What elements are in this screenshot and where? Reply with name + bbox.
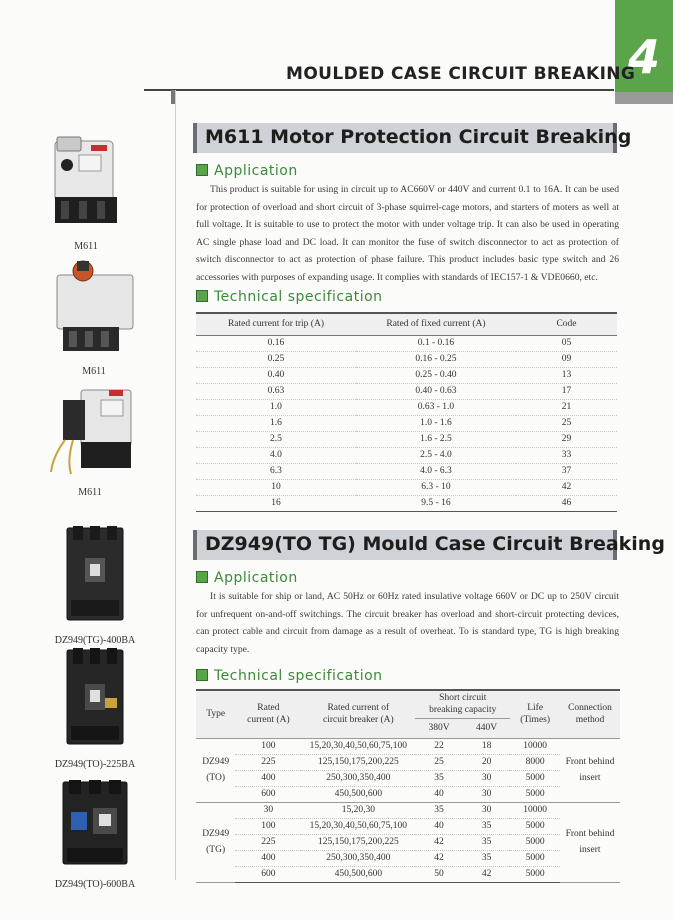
- table-cell: 05: [516, 335, 617, 351]
- header-rule: [144, 89, 614, 91]
- table-cell: 35: [463, 834, 511, 850]
- dz949-spec-table: [196, 689, 620, 883]
- table-cell: 400: [235, 770, 301, 786]
- table-cell: 46: [516, 495, 617, 511]
- m611-spec-heading: [196, 289, 383, 305]
- table-cell: 0.16: [196, 335, 356, 351]
- table-cell: 25: [516, 415, 617, 431]
- table-cell: 0.16 - 0.25: [356, 351, 516, 367]
- table-cell: 35: [463, 850, 511, 866]
- dz949-tg-400-photo: [63, 524, 127, 624]
- table-cell: 30: [463, 770, 511, 786]
- square-bullet-icon: [196, 669, 208, 681]
- table-cell: 125,150,175,200,225: [301, 834, 415, 850]
- table-cell: 6.3: [196, 463, 356, 479]
- column-header-short-circuit: Short circuit breaking capacity: [415, 690, 510, 718]
- table-cell: 15,20,30: [301, 802, 415, 818]
- table-cell: 6.3 - 10: [356, 479, 516, 495]
- table-header-row: [196, 690, 620, 718]
- sidebar-caption: M611: [74, 241, 98, 252]
- table-cell: 15,20,30,40,50,60,75,100: [301, 738, 415, 754]
- column-header: Rated current for trip (A): [196, 313, 356, 335]
- table-cell: 10000: [510, 802, 560, 818]
- table-cell: 40: [415, 786, 463, 802]
- m611-spec-table: [196, 312, 617, 512]
- table-cell: 125,150,175,200,225: [301, 754, 415, 770]
- table-cell: 40: [415, 818, 463, 834]
- column-divider: [175, 90, 176, 880]
- square-bullet-icon: [196, 164, 208, 176]
- table-cell: 5000: [510, 866, 560, 882]
- table-cell: 0.40 - 0.63: [356, 383, 516, 399]
- dz949-application-text: It is suitable for ship or land, AC 50Hz or 60Hz rated insulative voltage 660V or DC up to 250V circuit for unfrequent on-and-off switchings. The circuit breaker has overload and short-circuit protecting devices, can protect cable and circuit from damage as a result of overheat. To is standard type, TG is high breaking capacity type.: [196, 591, 619, 655]
- table-cell: 4.0: [196, 447, 356, 463]
- table-cell: 225: [235, 834, 301, 850]
- table-cell: 37: [516, 463, 617, 479]
- table-row: [196, 866, 620, 882]
- table-cell: 0.25 - 0.40: [356, 367, 516, 383]
- chapter-tab-shadow: [615, 92, 673, 104]
- table-cell: 5000: [510, 834, 560, 850]
- table-cell: 2.5: [196, 431, 356, 447]
- sidebar-caption: DZ949(TO)-600BA: [54, 879, 136, 890]
- dz949-to-225-photo: [63, 646, 127, 748]
- table-row: [196, 383, 617, 399]
- table-cell: 25: [415, 754, 463, 770]
- table-cell: 5000: [510, 850, 560, 866]
- sidebar-item-dz949-to-225: [50, 646, 140, 770]
- column-header: Code: [516, 313, 617, 335]
- table-cell: 42: [415, 834, 463, 850]
- table-cell: 600: [235, 866, 301, 882]
- table-cell: 1.0: [196, 399, 356, 415]
- table-cell: 0.25: [196, 351, 356, 367]
- square-bullet-icon: [196, 290, 208, 302]
- table-cell: 5000: [510, 786, 560, 802]
- table-cell: 0.40: [196, 367, 356, 383]
- table-cell: 225: [235, 754, 301, 770]
- table-cell: 450,500,600: [301, 786, 415, 802]
- page-title: MOULDED CASE CIRCUIT BREAKING: [286, 64, 636, 84]
- dz949-application-heading: [196, 570, 298, 586]
- dz949-section-banner: [193, 530, 665, 560]
- dz949-spec-heading: [196, 668, 383, 684]
- dz949-application-heading-text: Application: [214, 570, 298, 586]
- type-cell: DZ949 (TG): [196, 802, 235, 882]
- table-row: [196, 802, 620, 818]
- m611-photo: [51, 135, 121, 230]
- table-row: [196, 463, 617, 479]
- m611-section-title: M611 Motor Protection Circuit Breaking: [205, 126, 632, 148]
- table-cell: 100: [235, 818, 301, 834]
- table-cell: 33: [516, 447, 617, 463]
- sidebar-item-m611-2: [46, 255, 142, 377]
- table-cell: 35: [415, 770, 463, 786]
- table-cell: 16: [196, 495, 356, 511]
- column-header: Rated of fixed current (A): [356, 313, 516, 335]
- m611-application-heading: [196, 163, 298, 179]
- table-cell: 4.0 - 6.3: [356, 463, 516, 479]
- dz949-section-title: DZ949(TO TG) Mould Case Circuit Breaking: [205, 533, 665, 555]
- dz949-to-600-photo: [59, 778, 131, 868]
- table-cell: 0.63 - 1.0: [356, 399, 516, 415]
- table-row: [196, 367, 617, 383]
- column-header-440v: 440V: [463, 718, 511, 738]
- sidebar-caption: M611: [82, 366, 106, 377]
- dz949-spec-heading-text: Technical specification: [214, 668, 383, 684]
- table-cell: 35: [463, 818, 511, 834]
- table-row: [196, 335, 617, 351]
- table-cell: 30: [235, 802, 301, 818]
- table-row: [196, 770, 620, 786]
- m611-accessory-photo: [43, 386, 137, 476]
- table-cell: 100: [235, 738, 301, 754]
- column-header-life: Life (Times): [510, 690, 560, 738]
- table-cell: 1.6: [196, 415, 356, 431]
- table-cell: 18: [463, 738, 511, 754]
- table-cell: 29: [516, 431, 617, 447]
- column-header-380v: 380V: [415, 718, 463, 738]
- m611-section-banner: [193, 123, 632, 153]
- table-cell: 400: [235, 850, 301, 866]
- sidebar-item-m611-3: [40, 386, 140, 498]
- table-cell: 450,500,600: [301, 866, 415, 882]
- table-cell: 09: [516, 351, 617, 367]
- table-cell: 5000: [510, 818, 560, 834]
- table-row: [196, 431, 617, 447]
- column-header-rated-current: Rated current (A): [235, 690, 301, 738]
- sidebar-caption: M611: [78, 487, 102, 498]
- m611-application-heading-text: Application: [214, 163, 298, 179]
- table-row: [196, 754, 620, 770]
- table-cell: 22: [415, 738, 463, 754]
- table-row: [196, 479, 617, 495]
- table-row: [196, 786, 620, 802]
- table-cell: 250,300,350,400: [301, 850, 415, 866]
- table-cell: 15,20,30,40,50,60,75,100: [301, 818, 415, 834]
- table-cell: 5000: [510, 770, 560, 786]
- m611-enclosure-photo: [51, 255, 137, 355]
- column-header-type: Type: [196, 690, 235, 738]
- table-cell: 0.1 - 0.16: [356, 335, 516, 351]
- sidebar-caption: DZ949(TO)-225BA: [54, 759, 136, 770]
- table-cell: 42: [415, 850, 463, 866]
- table-cell: 1.0 - 1.6: [356, 415, 516, 431]
- column-header-breaker-current: Rated current of circuit breaker (A): [301, 690, 415, 738]
- table-row: [196, 351, 617, 367]
- connection-cell: Front behind insert: [560, 802, 620, 882]
- table-cell: 30: [463, 786, 511, 802]
- table-row: [196, 415, 617, 431]
- table-cell: 9.5 - 16: [356, 495, 516, 511]
- table-cell: 250,300,350,400: [301, 770, 415, 786]
- square-bullet-icon: [196, 571, 208, 583]
- table-cell: 10000: [510, 738, 560, 754]
- table-cell: 8000: [510, 754, 560, 770]
- table-cell: 17: [516, 383, 617, 399]
- table-cell: 600: [235, 786, 301, 802]
- table-row: [196, 818, 620, 834]
- table-cell: 0.63: [196, 383, 356, 399]
- type-cell: DZ949 (TO): [196, 738, 235, 802]
- table-cell: 20: [463, 754, 511, 770]
- table-cell: 21: [516, 399, 617, 415]
- chapter-number: 4: [627, 30, 660, 84]
- table-cell: 13: [516, 367, 617, 383]
- sidebar-caption: DZ949(TG)-400BA: [54, 635, 136, 646]
- table-row: [196, 495, 617, 511]
- table-cell: 2.5 - 4.0: [356, 447, 516, 463]
- sidebar-item-dz949-tg-400: [50, 524, 140, 646]
- table-cell: 35: [415, 802, 463, 818]
- table-row: [196, 447, 617, 463]
- table-cell: 10: [196, 479, 356, 495]
- table-row: [196, 738, 620, 754]
- table-row: [196, 399, 617, 415]
- m611-spec-heading-text: Technical specification: [214, 289, 383, 305]
- table-cell: 1.6 - 2.5: [356, 431, 516, 447]
- m611-application-text: This product is suitable for using in circuit up to AC660V or 440V and current 0.1 to 16A. It can be used for protection of overload and short circuit of 3-phase squirrel-cage motors, and starters of moters as well at full voltage. It is suitable to use to protect the motor with under voltage trip. It can also be used in operating AC single phase load and DC load. It can monitor the fuse of switch disconnector to act as protection of switch disconnector to act as protection of phase failure. This product includes basic type switch and 26 accessories with purposes of expanding usage. It complies with standards of IEC157-1 & VDE0660, etc.: [196, 184, 619, 283]
- table-row: [196, 834, 620, 850]
- table-cell: 30: [463, 802, 511, 818]
- sidebar-item-dz949-to-600: [50, 778, 140, 890]
- table-header-row: [196, 313, 617, 335]
- column-header-connection: Connection method: [560, 690, 620, 738]
- connection-cell: Front behind insert: [560, 738, 620, 802]
- table-cell: 42: [516, 479, 617, 495]
- table-row: [196, 850, 620, 866]
- table-cell: 50: [415, 866, 463, 882]
- table-cell: 42: [463, 866, 511, 882]
- sidebar-item-m611-1: [46, 135, 126, 252]
